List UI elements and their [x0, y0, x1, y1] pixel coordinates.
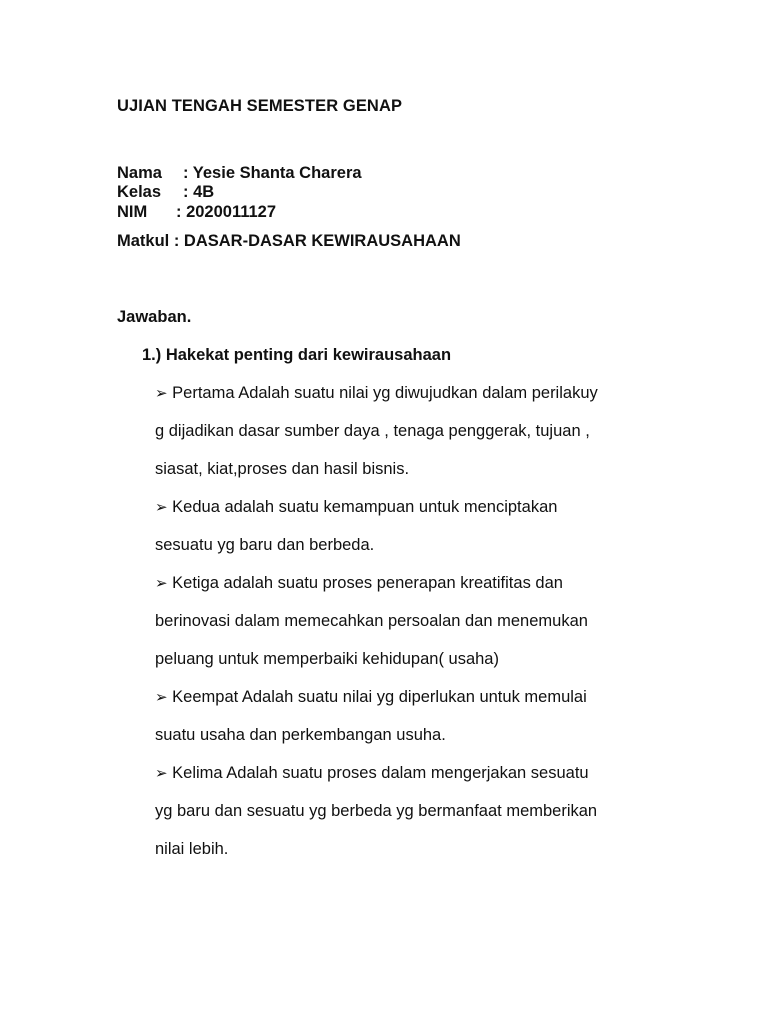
- answer-line-12: yg baru dan sesuatu yg berbeda yg bermanfaat memberikan: [155, 802, 598, 820]
- arrow-bullet-icon: ➢: [155, 764, 168, 782]
- answer-line-13: nilai lebih.: [155, 840, 229, 858]
- arrow-bullet-icon: ➢: [155, 688, 168, 706]
- kelas-label: Kelas: [117, 183, 162, 201]
- answer-line-6: ➢ Ketiga adalah suatu proses penerapan kreatifitas dan: [155, 574, 563, 592]
- answer-line-5: sesuatu yg baru dan berbeda.: [155, 536, 375, 554]
- answer-line-9: ➢ Keempat Adalah suatu nilai yg diperlukan untuk memulai: [155, 688, 587, 706]
- matkul-line: Matkul : DASAR-DASAR KEWIRAUSAHAAN: [117, 232, 461, 250]
- answer-line-10: suatu usaha dan perkembangan usuha.: [155, 726, 446, 744]
- nama-label: Nama: [117, 164, 162, 182]
- arrow-bullet-icon: ➢: [155, 574, 168, 592]
- question-1: 1.) Hakekat penting dari kewirausahaan: [142, 346, 452, 364]
- arrow-bullet-icon: ➢: [155, 384, 168, 402]
- answer-line-8: peluang untuk memperbaiki kehidupan( usaha): [155, 650, 499, 668]
- nim-value: : 2020011127: [176, 203, 277, 221]
- answer-line-2: g dijadikan dasar sumber daya , tenaga penggerak, tujuan ,: [155, 422, 590, 440]
- jawaban-heading: Jawaban.: [117, 308, 192, 326]
- arrow-bullet-icon: ➢: [155, 498, 168, 516]
- kelas-value: : 4B: [183, 183, 215, 201]
- answer-line-11: ➢ Kelima Adalah suatu proses dalam mengerjakan sesuatu: [155, 764, 589, 782]
- answer-line-3: siasat, kiat,proses dan hasil bisnis.: [155, 460, 410, 478]
- nama-value: : Yesie Shanta Charera: [183, 164, 362, 182]
- answer-line-4: ➢ Kedua adalah suatu kemampuan untuk menciptakan: [155, 498, 558, 516]
- nim-label: NIM: [117, 203, 148, 221]
- answer-line-1: ➢ Pertama Adalah suatu nilai yg diwujudkan dalam perilakuy: [155, 384, 598, 402]
- document-title: UJIAN TENGAH SEMESTER GENAP: [117, 97, 403, 115]
- answer-line-7: berinovasi dalam memecahkan persoalan dan menemukan: [155, 612, 588, 630]
